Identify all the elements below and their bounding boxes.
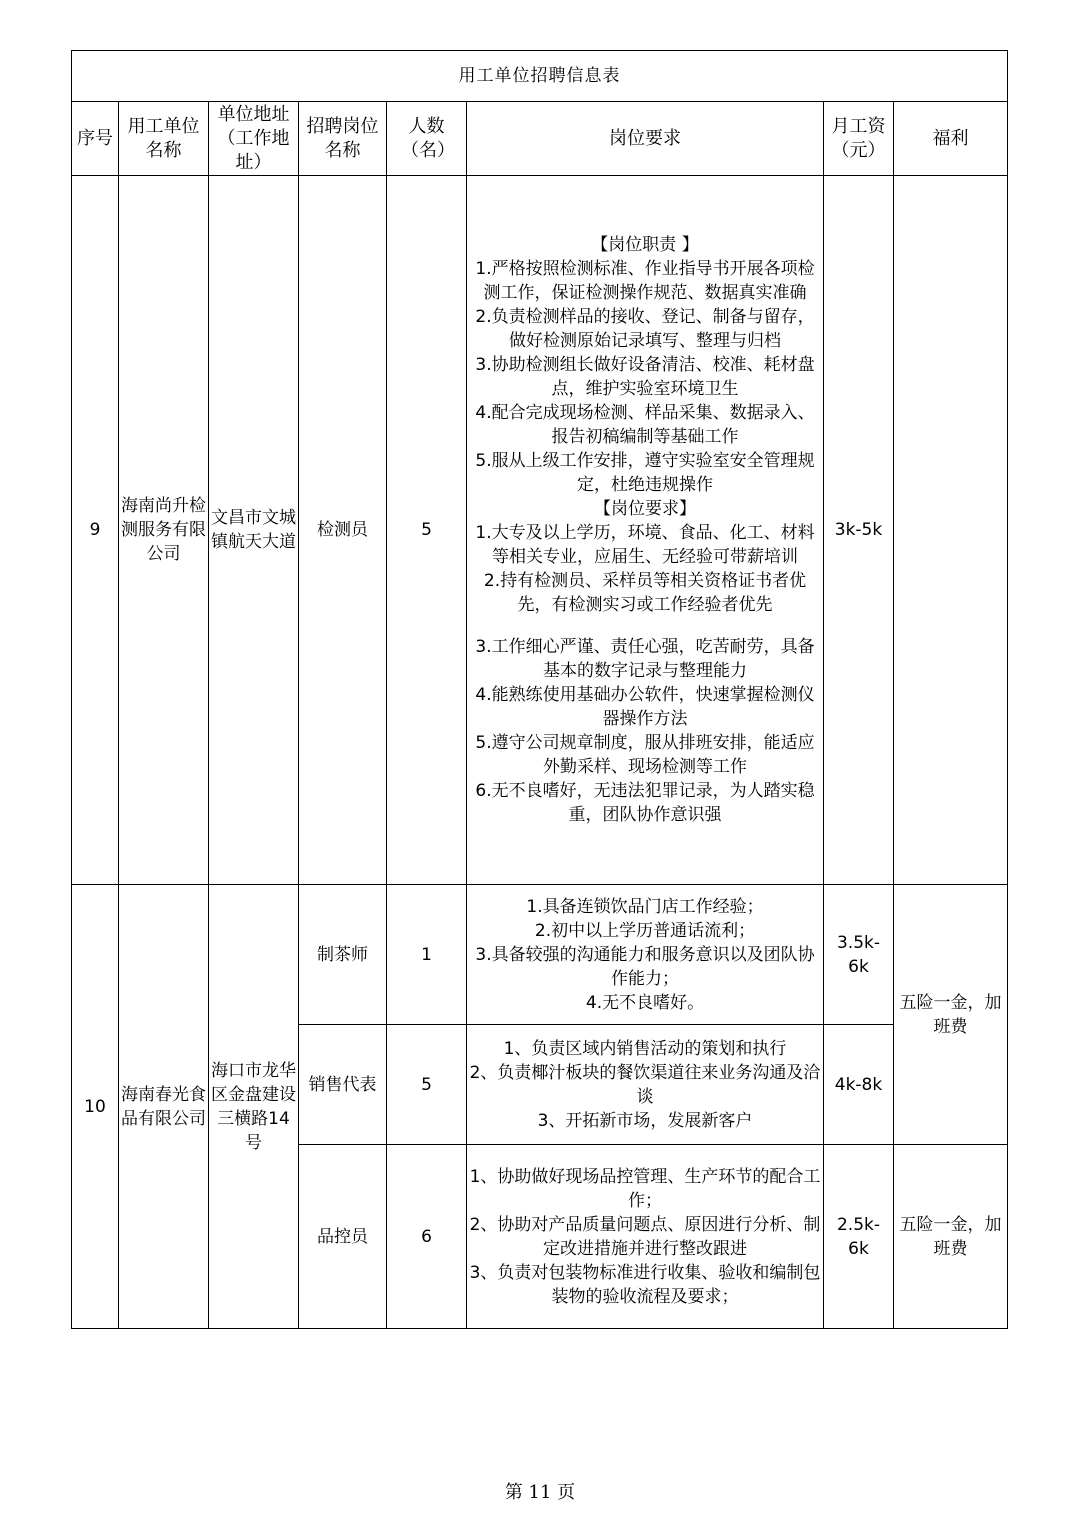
req-line: 1、负责区域内销售活动的策划和执行 <box>503 1038 787 1059</box>
row-address: 海口市龙华区金盘建设三横路14号 <box>209 885 299 1329</box>
row-address: 文昌市文城镇航天大道 <box>209 176 299 885</box>
row-requirements <box>467 885 824 1025</box>
req-line: 2、协助对产品质量问题点、原因进行分析、制定改进措施并进行整改跟进 <box>469 1214 821 1259</box>
row-benefits: 五险一金，加班费 <box>894 1145 1008 1329</box>
req-line: 2.负责检测样品的接收、登记、制备与留存，做好检测原始记录填写、整理与归档 <box>475 307 815 351</box>
req-line: 3、负责对包装物标准进行收集、验收和编制包装物的验收流程及要求； <box>469 1262 821 1307</box>
header-address: 单位地址（工作地址） <box>209 102 299 176</box>
row-company: 海南尚升检测服务有限公司 <box>119 176 209 885</box>
header-position: 招聘岗位名称 <box>299 102 387 176</box>
req-line: 4.配合完成现场检测、样品采集、数据录入、报告初稿编制等基础工作 <box>475 403 815 447</box>
req-line: 1、协助做好现场品控管理、生产环节的配合工作； <box>469 1166 821 1211</box>
req-line: 【岗位要求】 <box>594 499 696 519</box>
header-seq: 序号 <box>72 102 119 176</box>
req-line: 2.初中以上学历普通话流利； <box>534 920 756 941</box>
row-seq: 9 <box>72 176 119 885</box>
row-company: 海南春光食品有限公司 <box>119 885 209 1329</box>
row-position: 销售代表 <box>299 1025 387 1145</box>
req-line: 5.遵守公司规章制度，服从排班安排，能适应外勤采样、现场检测等工作 <box>475 733 815 777</box>
req-line: 3.协助检测组长做好设备清洁、校准、耗材盘点，维护实验室环境卫生 <box>475 355 815 399</box>
row-position: 品控员 <box>299 1145 387 1329</box>
recruitment-table <box>71 50 1008 1329</box>
row-requirements <box>467 1025 824 1145</box>
req-line: 2.持有检测员、采样员等相关资格证书者优先，有检测实习或工作经验者优先 <box>483 571 807 615</box>
req-line: 3、开拓新市场，发展新客户 <box>537 1110 753 1131</box>
row-benefits: 五险一金，加班费 <box>894 885 1008 1145</box>
row-salary: 3k-5k <box>824 176 894 885</box>
row-count: 5 <box>387 1025 467 1145</box>
header-salary: 月工资（元） <box>824 102 894 176</box>
req-line: 1.严格按照检测标准、作业指导书开展各项检测工作，保证检测操作规范、数据真实准确 <box>475 259 815 303</box>
header-requirements: 岗位要求 <box>467 102 824 176</box>
header-benefits: 福利 <box>894 102 1008 176</box>
header-count: 人数（名） <box>387 102 467 176</box>
row-requirements <box>467 176 824 885</box>
row-position: 检测员 <box>299 176 387 885</box>
req-line: 4.能熟练使用基础办公软件，快速掌握检测仪器操作方法 <box>475 685 815 729</box>
row-salary: 2.5k-6k <box>824 1145 894 1329</box>
row-salary: 4k-8k <box>824 1025 894 1145</box>
req-line: 1.大专及以上学历，环境、食品、化工、材料等相关专业，应届生、无经验可带薪培训 <box>475 523 815 567</box>
req-line: 3.具备较强的沟通能力和服务意识以及团队协作能力； <box>475 944 815 989</box>
row-benefits <box>894 176 1008 885</box>
row-count: 6 <box>387 1145 467 1329</box>
page-footer: 第 11 页 <box>504 1482 576 1503</box>
req-line: 【岗位职责 】 <box>591 235 699 255</box>
row-requirements <box>467 1145 824 1329</box>
req-line: 4.无不良嗜好。 <box>585 992 705 1013</box>
row-count: 1 <box>387 885 467 1025</box>
table-row <box>72 885 1008 1025</box>
req-line: 6.无不良嗜好，无违法犯罪记录，为人踏实稳重，团队协作意识强 <box>475 781 815 825</box>
header-company: 用工单位名称 <box>119 102 209 176</box>
req-spacer <box>467 617 823 635</box>
req-line: 5.服从上级工作安排，遵守实验室安全管理规定，杜绝违规操作 <box>475 451 815 495</box>
row-seq: 10 <box>72 885 119 1329</box>
row-count: 5 <box>387 176 467 885</box>
req-line: 3.工作细心严谨、责任心强，吃苦耐劳，具备基本的数字记录与整理能力 <box>475 637 815 681</box>
req-line: 2、负责椰汁板块的餐饮渠道往来业务沟通及洽谈 <box>469 1062 821 1107</box>
table-title: 用工单位招聘信息表 <box>72 51 1008 102</box>
req-line: 1.具备连锁饮品门店工作经验； <box>526 896 764 917</box>
row-position: 制茶师 <box>299 885 387 1025</box>
table-row <box>72 176 1008 885</box>
row-salary: 3.5k-6k <box>824 885 894 1025</box>
